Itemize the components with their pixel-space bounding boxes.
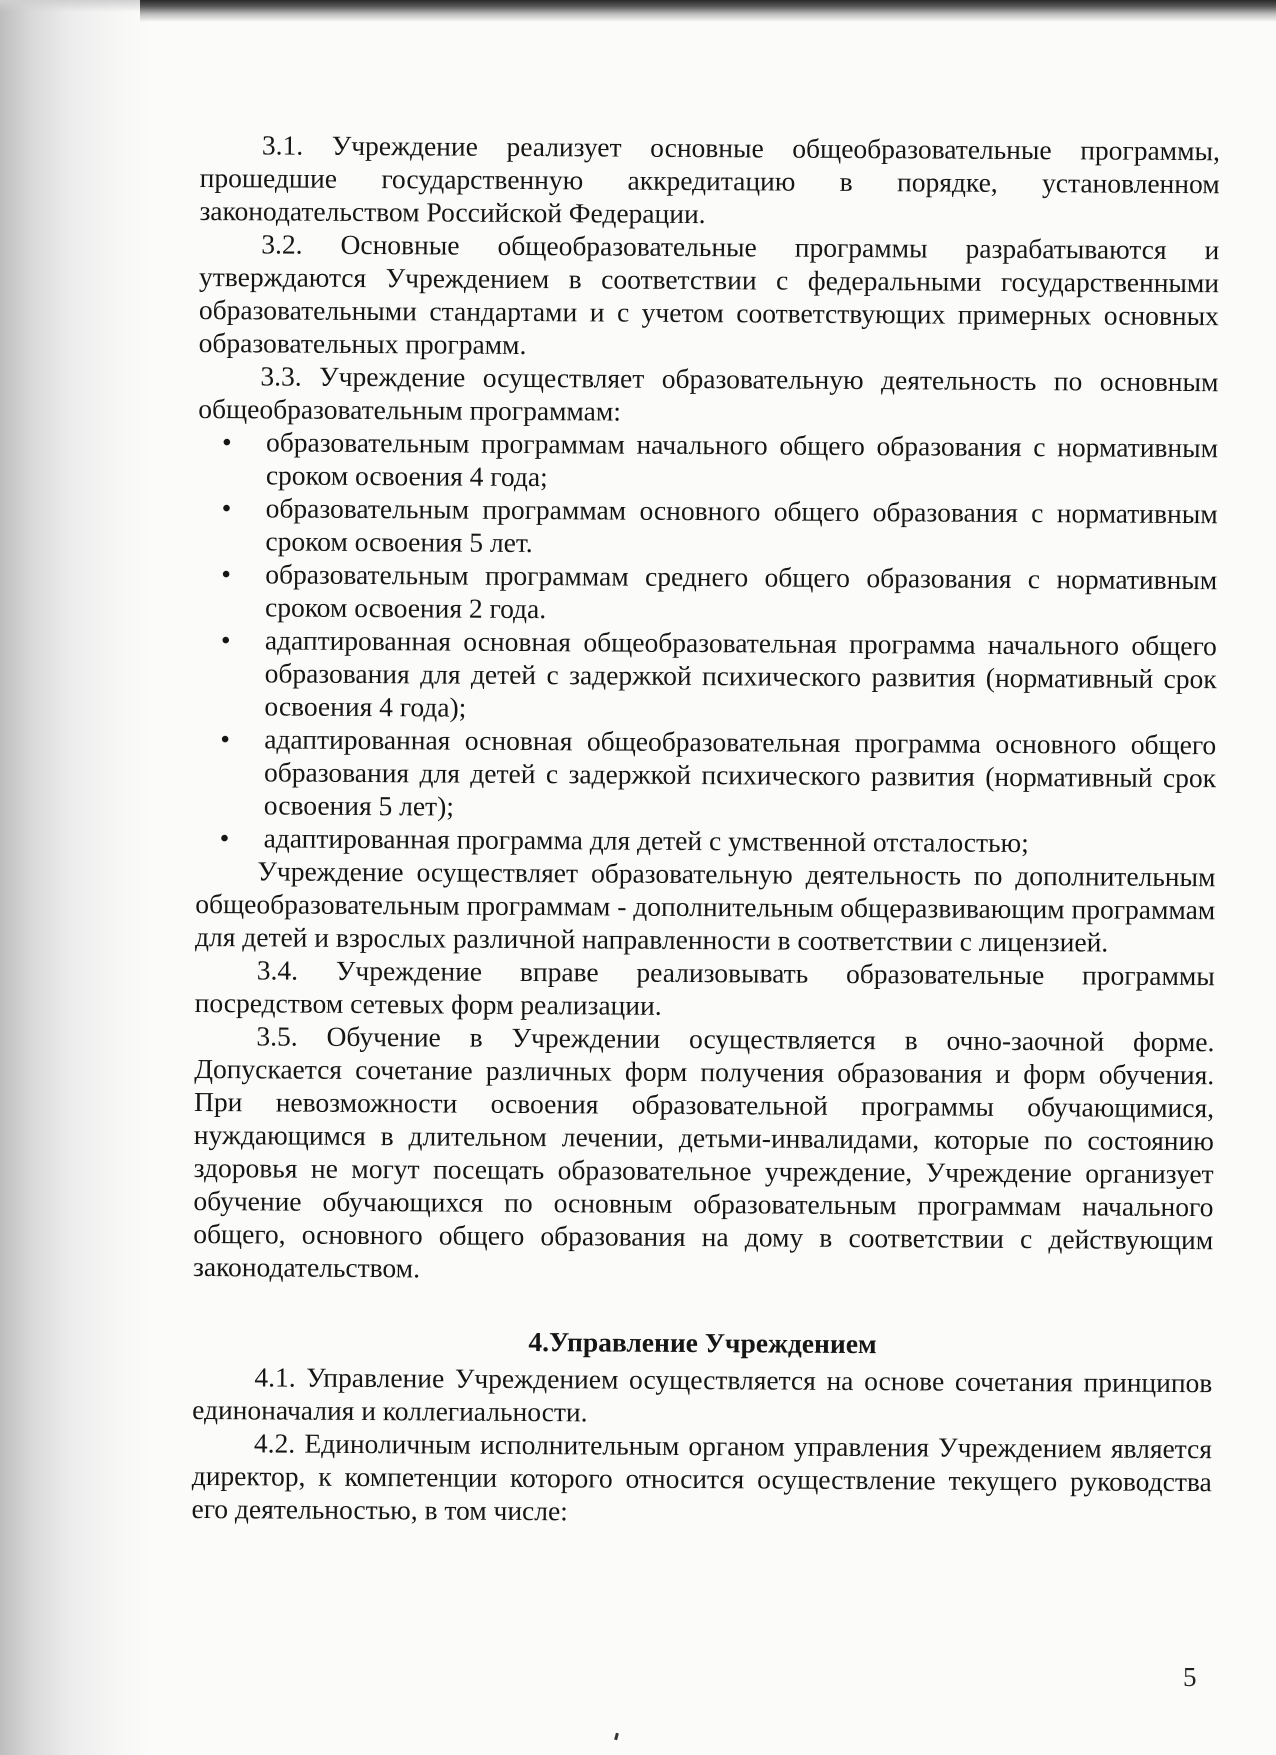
paragraph-3-4: 3.4. Учреждение вправе реализовывать образовательные программы посредством сетевых форм реализации. (194, 954, 1215, 1021)
list-item (220, 623, 1217, 728)
list-item-text: адаптированная программа для детей с умственной отсталостью; (263, 822, 1029, 859)
bullet-icon: • (220, 723, 231, 755)
bullet-icon: • (220, 624, 231, 656)
paragraph-3-2: 3.2. Основные общеобразовательные программы разрабатываются и утверждаются Учреждением в соответствии с федеральными государственными образовательными стандартами и с учетом соответствующих примерных основных образовательных программ. (198, 228, 1220, 360)
bullet-icon: • (219, 822, 230, 854)
list-item (221, 491, 1218, 563)
bullet-icon: • (221, 426, 232, 458)
list-item-text: образовательным программам основного общего образования с нормативным сроком освоения 5 лет. (265, 492, 1218, 559)
paragraph-3-3: 3.3. Учреждение осуществляет образовательную деятельность по основным общеобразовательным программам: (198, 360, 1219, 427)
bullet-icon: • (221, 558, 232, 590)
list-item (221, 425, 1219, 497)
bullet-icon: • (221, 492, 232, 524)
list-item (219, 821, 1216, 860)
document-body (191, 128, 1220, 1531)
paragraph-3-1: 3.1. Учреждение реализует основные общеобразовательные программы, прошедшие государственную аккредитацию в порядке, установленном законодательством Российской Федерации. (199, 129, 1220, 230)
section-4-heading: 4.Управление Учреждением (528, 1326, 877, 1360)
paragraph-4-2: 4.2. Единоличным исполнительным органом управления Учреждением является директор, к компетенции которого относится осуществление текущего руководства его деятельностью, в том числе: (191, 1427, 1213, 1527)
list-item (220, 722, 1217, 827)
scan-top-left-shadow (0, 0, 150, 12)
list-item-text: адаптированная основная общеобразовательная программа основного общего образования для детей с задержкой психического развития (нормативный срок освоения 5 лет); (263, 723, 1217, 822)
scan-binding-shadow (0, 0, 150, 1755)
list-item-text: адаптированная основная общеобразовательная программа начального общего образования для детей с задержкой психического развития (нормативный срок освоения 4 года); (264, 624, 1217, 723)
page-number: 5 (1183, 1662, 1197, 1692)
paragraph-additional-programs: Учреждение осуществляет образовательную деятельность по дополнительным общеобразовательным программам - дополнительным общеразвивающим программам для детей и взрослых различной направленности в соответствии с лицензией. (194, 855, 1216, 958)
scan-speck (614, 1733, 619, 1741)
paragraph-4-1: 4.1. Управление Учреждением осуществляется на основе сочетания принципов единоначалия и коллегиальности. (192, 1361, 1213, 1428)
paragraph-3-5: 3.5. Обучение в Учреждении осуществляется в очно-заочной форме. Допускается сочетание различных форм получения образования и форм обучения. При невозможности освоения образовательной программы обучающимися, нуждающимся в длительном лечении, детьми-инвалидами, которые по состоянию здоровья не могут посещать образовательное учреждение, Учреждение организует обучение обучающихся по основным образовательным программам начального общего, основного общего образования на дому в соответствии с действующим законодательством. (192, 1020, 1215, 1284)
list-item (221, 557, 1218, 629)
list-item-text: образовательным программам среднего общего образования с нормативным сроком освоения 2 года. (264, 558, 1218, 625)
list-item-text: образовательным программам начального общего образования с нормативным сроком освоения 4 года; (265, 426, 1219, 493)
scan-top-edge (140, 0, 1276, 22)
program-list (196, 425, 1219, 860)
